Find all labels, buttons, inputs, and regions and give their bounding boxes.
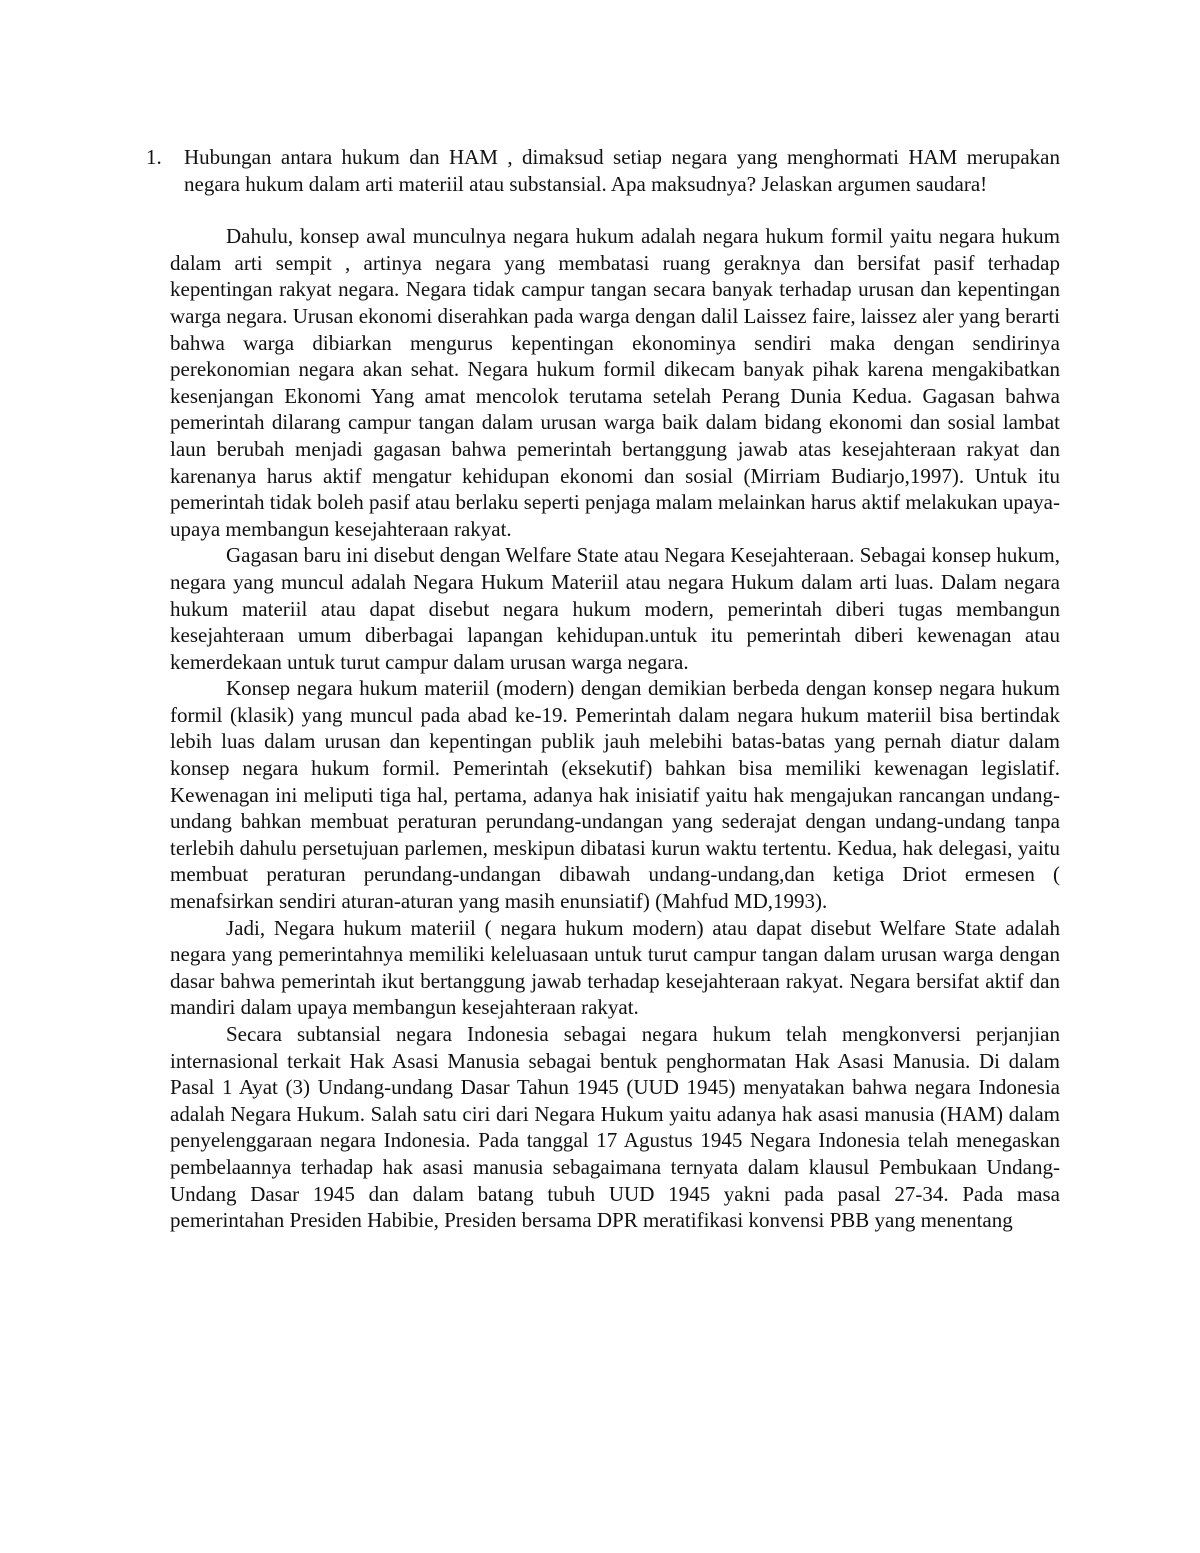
question-text: Hubungan antara hukum dan HAM , dimaksud setiap negara yang menghormati HAM merupakan negara hukum dalam arti materiil atau substansial. Apa maksudnya? Jelaskan argumen saudara! [184, 145, 1060, 196]
answer-section [170, 223, 1060, 1234]
answer-paragraph-2: Gagasan baru ini disebut dengan Welfare State atau Negara Kesejahteraan. Sebagai konsep hukum, negara yang muncul adalah Negara Hukum Materiil atau negara Hukum dalam arti luas. Dalam negara hukum materiil atau dapat disebut negara hukum modern, pemerintah diberi tugas membangun kesejahteraan umum diberbagai lapangan kehidupan.untuk itu pemerintah diberi kewenagan atau kemerdekaan untuk turut campur dalam urusan warga negara. [170, 543, 1060, 674]
answer-paragraph-3: Konsep negara hukum materiil (modern) dengan demikian berbeda dengan konsep negara hukum formil (klasik) yang muncul pada abad ke-19. Pemerintah dalam negara hukum materiil bisa bertindak lebih luas dalam urusan dan kepentingan publik jauh melebihi batas-batas yang pernah diatur dalam konsep negara hukum formil. Pemerintah (eksekutif) bahkan bisa memiliki kewenagan legislatif. Kewenagan ini meliputi tiga hal, pertama, adanya hak inisiatif yaitu hak mengajukan rancangan undang-undang bahkan membuat peraturan perundang-undangan yang sederajat dengan undang-undang tanpa terlebih dahulu persetujuan parlemen, meskipun dibatasi kurun waktu tertentu. Kedua, hak delegasi, yaitu membuat peraturan perundang-undangan dibawah undang-undang,dan ketiga Driot ermesen ( menafsirkan sendiri aturan-aturan yang masih enunsiatif) (Mahfud MD,1993). [170, 676, 1060, 914]
answer-paragraph-1: Dahulu, konsep awal munculnya negara hukum adalah negara hukum formil yaitu negara hukum dalam arti sempit , artinya negara yang membatasi ruang geraknya dan bersifat pasif terhadap kepentingan rakyat negara. Negara tidak campur tangan secara banyak terhadap urusan dan kepentingan warga negara. Urusan ekonomi diserahkan pada warga dengan dalil Laissez faire, laissez aler yang berarti bahwa warga dibiarkan mengurus kepentingan ekonominya sendiri maka dengan sendirinya perekonomian negara akan sehat. Negara hukum formil dikecam banyak pihak karena mengakibatkan kesenjangan Ekonomi Yang amat mencolok terutama setelah Perang Dunia Kedua. Gagasan bahwa pemerintah dilarang campur tangan dalam urusan warga baik dalam bidang ekonomi dan sosial lambat laun berubah menjadi gagasan bahwa pemerintah bertanggung jawab atas kesejahteraan rakyat dan karenanya harus aktif mengatur kehidupan ekonomi dan sosial (Mirriam Budiarjo,1997). Untuk itu pemerintah tidak boleh pasif atau berlaku seperti penjaga malam melainkan harus aktif melakukan upaya-upaya membangun kesejahteraan rakyat. [170, 224, 1060, 541]
answer-paragraph-4: Jadi, Negara hukum materiil ( negara hukum modern) atau dapat disebut Welfare State adalah negara yang pemerintahnya memiliki keleluasaan untuk turut campur tangan dalam urusan warga dengan dasar bahwa pemerintah ikut bertanggung jawab terhadap kesejahteraan rakyat. Negara bersifat aktif dan mandiri dalam upaya membangun kesejahteraan rakyat. [170, 915, 1060, 1020]
question-item [146, 144, 1060, 197]
question-number: 1. [146, 145, 162, 169]
answer-paragraph-5: Secara subtansial negara Indonesia sebagai negara hukum telah mengkonversi perjanjian internasional terkait Hak Asasi Manusia sebagai bentuk penghormatan Hak Asasi Manusia. Di dalam Pasal 1 Ayat (3) Undang-undang Dasar Tahun 1945 (UUD 1945) menyatakan bahwa negara Indonesia adalah Negara Hukum. Salah satu ciri dari Negara Hukum yaitu adanya hak asasi manusia (HAM) dalam penyelenggaraan negara Indonesia. Pada tanggal 17 Agustus 1945 Negara Indonesia telah menegaskan pembelaannya terhadap hak asasi manusia sebagaimana ternyata dalam klausul Pembukaan Undang-Undang Dasar 1945 dan dalam batang tubuh UUD 1945 yakni pada pasal 27-34. Pada masa pemerintahan Presiden Habibie, Presiden bersama DPR meratifikasi konvensi PBB yang menentang [170, 1022, 1060, 1233]
document-body [146, 144, 1060, 1234]
